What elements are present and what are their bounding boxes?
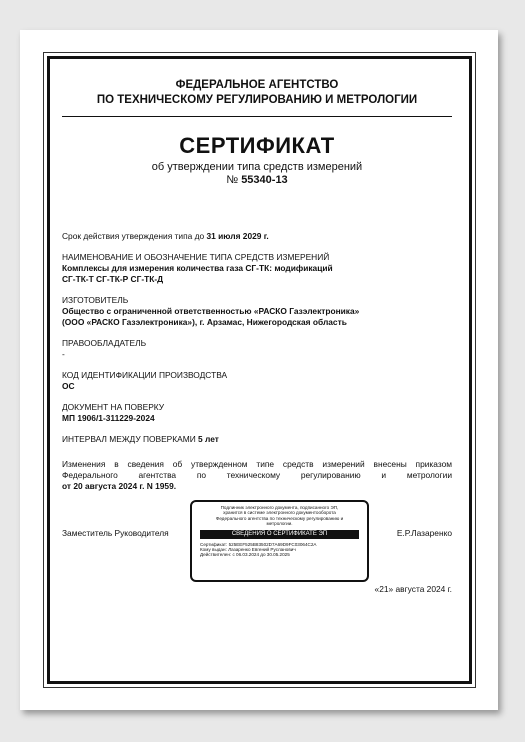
manufacturer-label: ИЗГОТОВИТЕЛЬ: [62, 295, 129, 305]
name-label: НАИМЕНОВАНИЕ И ОБОЗНАЧЕНИЕ ТИПА СРЕДСТВ ИЗМЕРЕНИЙ: [62, 252, 330, 262]
certificate-title: СЕРТИФИКАТ: [179, 133, 335, 158]
agency-line-2: ПО ТЕХНИЧЕСКОМУ РЕГУЛИРОВАНИЮ И МЕТРОЛОГИИ: [96, 94, 418, 106]
ep-valid-value: с 06.03.2024 до 30.05.2025: [232, 552, 290, 558]
ep-stamp-notice: [192, 505, 367, 527]
verification-doc-section: [62, 402, 452, 424]
verification-doc-value: МП 1906/1-311229-2024: [62, 413, 155, 423]
manufacturer-line-2: (ООО «РАСКО Газэлектроника»), г. Арзамас, Нижегородская область: [62, 317, 347, 327]
name-value-line-2: СГ-ТК-Т СГ-ТК-Р СГ-ТК-Д: [62, 274, 164, 284]
validity-line: [62, 231, 452, 242]
changes-line-3: от 20 августа 2024 г. N 1959.: [62, 481, 177, 491]
changes-paragraph: [62, 459, 452, 492]
production-code-section: [62, 370, 452, 392]
name-section: [62, 252, 452, 285]
changes-line-2: Федерального агентства по техническому регулированию и метрологии: [62, 470, 452, 480]
ep-notice-line-4: метрологии.: [266, 521, 293, 527]
issue-date: «21» августа 2024 г.: [374, 584, 452, 594]
certificate-content: [62, 72, 452, 594]
signer-name: Е.Р.Лазаренко: [396, 528, 452, 538]
rightholder-label: ПРАВООБЛАДАТЕЛЬ: [62, 338, 147, 348]
ep-notice-line-1: Подлинник электронного документа, подписанного ЭП,: [220, 505, 339, 510]
validity-date: 31 июля 2029 г.: [206, 231, 269, 241]
ep-cert-label: Сертификат:: [200, 541, 228, 547]
ep-valid-label: Действителен:: [200, 552, 232, 558]
certificate-number-value: 55340-13: [241, 174, 288, 186]
name-value-line-1: Комплексы для измерения количества газа СГ-ТК: модификаций: [62, 263, 333, 273]
verification-doc-label: ДОКУМЕНТ НА ПОВЕРКУ: [62, 402, 165, 412]
changes-line-1: Изменения в сведения об утвержденном типе средств измерений внесены приказом: [62, 459, 452, 469]
validity-label: Срок действия утверждения типа до: [62, 231, 205, 241]
certificate-number: [62, 174, 452, 186]
ep-stamp-bar: СВЕДЕНИЯ О СЕРТИФИКАТЕ ЭП: [200, 530, 359, 539]
header-divider: [62, 116, 452, 117]
manufacturer-section: [62, 295, 452, 328]
rightholder-section: [62, 338, 452, 360]
agency-line-1: ФЕДЕРАЛЬНОЕ АГЕНТСТВО: [175, 79, 339, 91]
signature-row: [62, 500, 452, 564]
ep-cert-value: 525EEF525B83502D7A69D9FC03064C2A: [228, 541, 317, 547]
agency-header: [62, 78, 452, 108]
interval-label: ИНТЕРВАЛ МЕЖДУ ПОВЕРКАМИ: [62, 434, 196, 444]
rightholder-value: -: [62, 349, 65, 359]
ep-issued-value: Лазаренко Евгений Русланович: [228, 547, 296, 553]
signer-position: Заместитель Руководителя: [62, 528, 169, 538]
ep-issued-label: Кому выдан:: [200, 547, 227, 553]
electronic-signature-stamp: [190, 500, 369, 582]
interval-value: 5 лет: [198, 434, 219, 444]
certificate-number-prefix: №: [226, 174, 239, 186]
production-code-label: КОД ИДЕНТИФИКАЦИИ ПРОИЗВОДСТВА: [62, 370, 228, 380]
ep-notice-line-2: хранится в системе электронного документооборота: [223, 510, 336, 516]
ep-notice-line-3: Федерального агентства по техническому регулированию и: [215, 515, 344, 521]
manufacturer-line-1: Общество с ограниченной ответственностью «РАСКО Газэлектроника»: [62, 306, 360, 316]
certificate-subtitle: об утверждении типа средств измерений: [151, 161, 363, 173]
production-code-value: ОС: [62, 381, 75, 391]
certificate-sheet: [20, 30, 498, 710]
interval-line: [62, 434, 452, 445]
ep-valid-row: [192, 552, 367, 557]
